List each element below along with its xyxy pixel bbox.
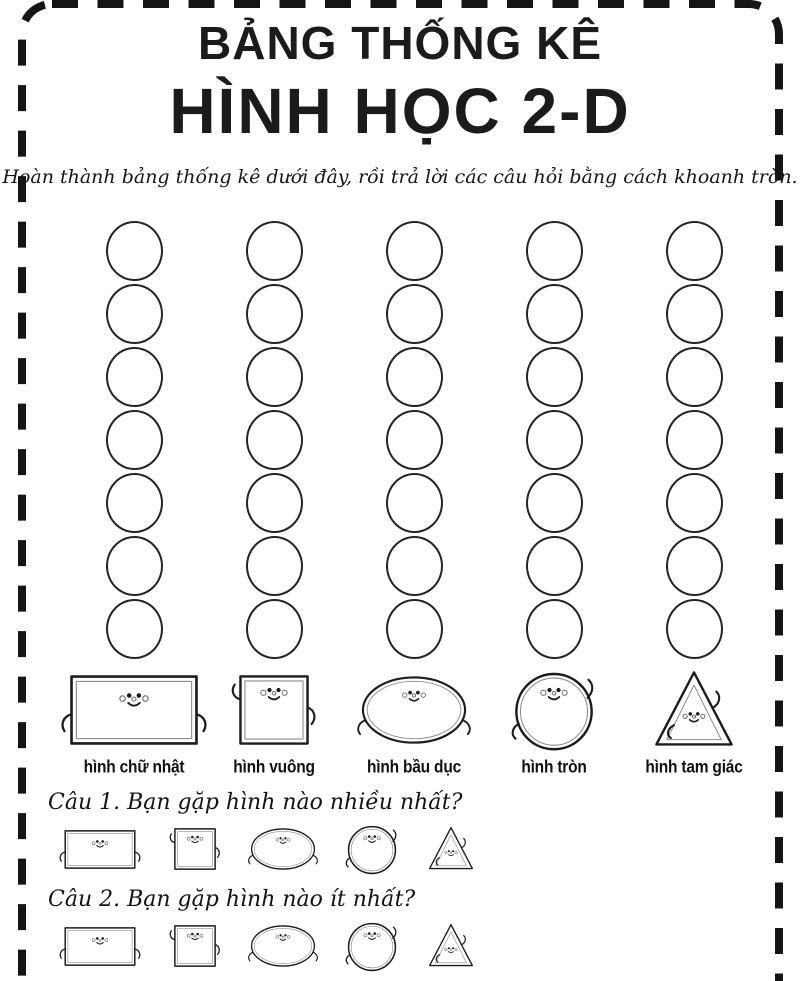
tally-cell-triangle-2[interactable] — [666, 284, 723, 344]
tally-cell-triangle-4[interactable] — [666, 410, 723, 470]
oval-label: hình bầu dục — [366, 757, 462, 777]
question-2-option-oval[interactable] — [248, 922, 318, 970]
question-1-options — [58, 820, 756, 878]
triangle-shape-drawing — [650, 666, 738, 754]
rectangle-shape-drawing — [58, 922, 142, 971]
tally-cell-rectangle-1[interactable] — [106, 221, 163, 281]
tally-cell-triangle-6[interactable] — [666, 536, 723, 596]
tally-cell-square-7[interactable] — [246, 599, 303, 659]
worksheet-title-line2: HÌNH HỌC 2-D — [169, 75, 631, 147]
question-1-option-triangle[interactable] — [426, 824, 476, 874]
instruction-text: Hoàn thành bảng thống kê dưới đây, rồi trả lời các câu hỏi bằng cách khoanh tròn. — [2, 166, 798, 188]
questions-section — [46, 790, 756, 981]
circle-shape-drawing — [344, 918, 400, 974]
tally-cell-triangle-7[interactable] — [666, 599, 723, 659]
question-2-option-rectangle[interactable] — [58, 922, 142, 971]
oval-shape-drawing — [248, 825, 318, 873]
tally-column-circle — [486, 221, 622, 777]
tally-cell-oval-1[interactable] — [386, 221, 443, 281]
square-label: hình vuông — [233, 757, 315, 777]
tally-cell-rectangle-7[interactable] — [106, 599, 163, 659]
tally-cell-triangle-1[interactable] — [666, 221, 723, 281]
question-1-option-oval[interactable] — [248, 825, 318, 873]
tally-cell-oval-2[interactable] — [386, 284, 443, 344]
tally-column-rectangle — [66, 221, 202, 777]
question-2 — [46, 887, 756, 975]
circle-character — [509, 664, 599, 756]
circle-label: hình tròn — [521, 757, 587, 777]
square-shape-drawing — [229, 665, 319, 755]
tally-chart — [66, 221, 762, 777]
tally-cell-rectangle-3[interactable] — [106, 347, 163, 407]
tally-cell-square-1[interactable] — [246, 221, 303, 281]
tally-column-triangle — [626, 221, 762, 777]
tally-column-oval — [346, 221, 482, 777]
rectangle-shape-drawing — [59, 666, 209, 754]
tally-cell-oval-5[interactable] — [386, 473, 443, 533]
triangle-shape-drawing — [426, 921, 476, 971]
tally-cell-circle-5[interactable] — [526, 473, 583, 533]
tally-cell-rectangle-6[interactable] — [106, 536, 163, 596]
question-2-option-circle[interactable] — [344, 918, 400, 974]
tally-cell-circle-6[interactable] — [526, 536, 583, 596]
tally-cell-oval-3[interactable] — [386, 347, 443, 407]
oval-shape-drawing — [357, 671, 471, 749]
question-1 — [46, 790, 756, 878]
question-2-options — [58, 917, 756, 975]
oval-character — [357, 664, 471, 756]
rectangle-character — [59, 664, 209, 756]
question-1-text: Câu 1. Bạn gặp hình nào nhiều nhất? — [48, 790, 463, 815]
square-character — [229, 664, 319, 756]
triangle-shape-drawing — [426, 824, 476, 874]
worksheet-title-line1: BẢNG THỐNG KÊ — [198, 17, 602, 69]
tally-cell-square-2[interactable] — [246, 284, 303, 344]
question-1-option-circle[interactable] — [344, 821, 400, 877]
tally-cell-circle-3[interactable] — [526, 347, 583, 407]
question-1-option-square[interactable] — [168, 822, 222, 876]
oval-shape-drawing — [248, 922, 318, 970]
tally-cell-square-4[interactable] — [246, 410, 303, 470]
circle-shape-drawing — [509, 665, 599, 755]
tally-cell-circle-7[interactable] — [526, 599, 583, 659]
tally-cell-square-3[interactable] — [246, 347, 303, 407]
tally-cell-oval-4[interactable] — [386, 410, 443, 470]
tally-cell-circle-1[interactable] — [526, 221, 583, 281]
rectangle-shape-drawing — [58, 825, 142, 874]
question-2-option-square[interactable] — [168, 919, 222, 973]
tally-cell-rectangle-5[interactable] — [106, 473, 163, 533]
tally-cell-square-6[interactable] — [246, 536, 303, 596]
tally-cell-rectangle-4[interactable] — [106, 410, 163, 470]
square-shape-drawing — [168, 822, 222, 876]
tally-cell-circle-4[interactable] — [526, 410, 583, 470]
question-2-option-triangle[interactable] — [426, 921, 476, 971]
question-2-text: Câu 2. Bạn gặp hình nào ít nhất? — [48, 887, 416, 912]
circle-shape-drawing — [344, 821, 400, 877]
triangle-character — [650, 664, 738, 756]
tally-cell-triangle-3[interactable] — [666, 347, 723, 407]
tally-cell-oval-7[interactable] — [386, 599, 443, 659]
triangle-label: hình tam giác — [645, 757, 743, 777]
question-1-option-rectangle[interactable] — [58, 825, 142, 874]
square-shape-drawing — [168, 919, 222, 973]
tally-cell-oval-6[interactable] — [386, 536, 443, 596]
tally-cell-square-5[interactable] — [246, 473, 303, 533]
tally-column-square — [206, 221, 342, 777]
tally-cell-rectangle-2[interactable] — [106, 284, 163, 344]
rectangle-label: hình chữ nhật — [83, 757, 185, 777]
tally-cell-triangle-5[interactable] — [666, 473, 723, 533]
tally-cell-circle-2[interactable] — [526, 284, 583, 344]
